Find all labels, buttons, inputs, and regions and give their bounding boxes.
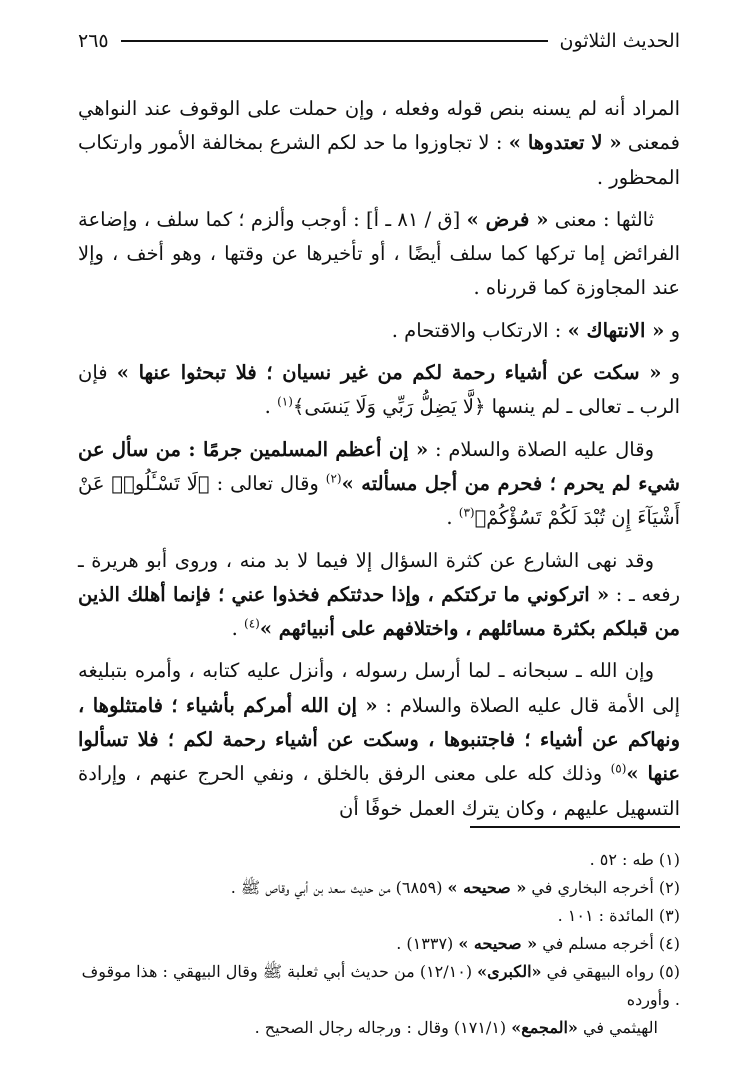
bold-term: «المجمع» (511, 1018, 578, 1037)
header-rule (121, 40, 548, 42)
text-run: . (446, 506, 459, 530)
main-text (78, 92, 680, 834)
footnote-1: (١) طه : ٥٢ . (589, 850, 680, 869)
text-run: و (664, 318, 680, 342)
text-run: (١٧١/١) وقال : ورجاله رجال الصحيح . (254, 1018, 512, 1037)
bold-hadith: « إن أعظم المسلمين جرمًا : من سأل عن شيء لم يحرم ؛ فحرم من أجل مسألته » (78, 437, 681, 495)
bold-term: «الكبرى» (477, 962, 542, 981)
bold-hadith: « سكت عن أشياء رحمة لكم من غير نسيان ؛ فلا تبحثوا عنها » (116, 361, 662, 385)
text-run: . (264, 395, 278, 419)
footnote-separator (470, 826, 680, 828)
text-run: (٥) رواه البيهقي في (541, 962, 680, 981)
page-number: ٢٦٥ (78, 30, 109, 52)
footnote-ref: (٥) (610, 761, 627, 776)
paragraph-5 (78, 433, 680, 536)
paragraph-3 (78, 314, 680, 348)
bold-hadith: « اتركوني ما تركتكم ، وإذا حدثتكم فخذوا عني ؛ فإنما أهلك الذين من قبلكم بكثرة مسائلهم ، واختلافهم على أنبيائهم » (78, 582, 680, 641)
text-run: . (231, 617, 244, 641)
footnote-4 (78, 930, 680, 958)
bold-term: « لا تعتدوها » (508, 131, 622, 155)
bold-term: « فرض » (466, 207, 549, 231)
quran-verse: ﴿لَّا يَضِلُّ رَبِّي وَلَا يَنسَى﴾ (292, 395, 486, 419)
footnote-5 (78, 958, 680, 1014)
text-run: : الارتكاب والاقتحام . (391, 318, 568, 342)
text-run: وذلك كله على معنى الرفق بالخلق ، ونفي الحرج عنهم ، وإرادة التسهيل عليهم ، وكان يترك العمل خوفًا أن (78, 762, 680, 820)
quran-verse: ﴿لَا تَسْـَٔلُوا۟ عَنْ أَشْيَآءَ إِن تُبْدَ لَكُمْ تَسُؤْكُمْ﴾ (78, 471, 680, 530)
bold-hadith: « إن الله أمركم بأشياء ؛ فامتثلوها ، ونهاكم عن أشياء ؛ فاجتنبوها ، وسكت عن أشياء رحمة لكم ؛ فلا تسألوا عنها » (78, 693, 680, 786)
text-run: (١٣٣٧) . (396, 934, 459, 953)
text-run: ثالثها : معنى (548, 207, 655, 231)
text-run: و (661, 361, 680, 385)
footnote-ref: (٢) (325, 471, 342, 486)
text-run: (٤) أخرجه مسلم في (537, 934, 680, 953)
running-header (78, 30, 680, 52)
text-run: (١٢/١٠) من حديث أبي ثعلبة ﷺ وقال البيهقي : هذا موقوف . وأورده (81, 962, 680, 1009)
paragraph-4 (78, 356, 680, 425)
paragraph-1 (78, 92, 680, 195)
paragraph-2 (78, 203, 680, 306)
footnotes (78, 846, 680, 1042)
footnote-ref: (٤) (244, 616, 260, 631)
paragraph-7 (78, 654, 680, 825)
text-run: الهيثمي في (577, 1018, 658, 1037)
running-title: الحديث الثلاثون (559, 30, 680, 52)
text-run: المراد أنه لم يسنه بنص قوله وفعله ، وإن حملت على الوقوف عند النواهي فمعنى (78, 97, 681, 155)
paragraph-6 (78, 544, 680, 647)
text-run: [ق / ٨١ ـ أ] : أوجب وألزم ؛ كما سلف ، وإضاعة الفرائض إما تركها كما سلف أيضًا ، أو تأخيرها عن وقتها ، وهو أخف ، وإلا عند المجاوزة كما قررناه . (78, 207, 680, 300)
text-run: (٢) أخرجه البخاري في (526, 878, 680, 897)
footnote-3: (٣) المائدة : ١٠١ . (557, 906, 680, 925)
text-run: : لا تجاوزوا ما حد لكم الشرع بمخالفة الأمور وارتكاب المحظور . (78, 131, 680, 189)
footnote-2 (78, 874, 680, 902)
text-run: فإن الرب ـ تعالى ـ لم ينسها (78, 361, 680, 419)
text-run: وإن الله ـ سبحانه ـ لما أرسل رسوله ، وأنزل عليه كتابه ، وأمره بتبليغه إلى الأمة قال عليه الصلاة والسلام : (78, 659, 680, 717)
text-run: (٦٨٥٩) من حديث سعد بن أبي وقاص ﷺ . (230, 878, 448, 897)
text-run: وقد نهى الشارع عن كثرة السؤال إلا فيما لا بد منه ، وروى أبو هريرة ـ رفعه ـ : (78, 548, 681, 606)
bold-term: « صحيحه » (447, 878, 527, 897)
text-run: وقال تعالى : (209, 471, 326, 495)
footnote-5-continued (78, 1014, 680, 1042)
bold-term: « الانتهاك » (567, 318, 665, 342)
text-run: وقال عليه الصلاة والسلام : (428, 437, 654, 461)
footnote-ref: (١) (277, 394, 293, 409)
bold-term: « صحيحه » (458, 934, 538, 953)
footnote-ref: (٣) (458, 505, 475, 520)
